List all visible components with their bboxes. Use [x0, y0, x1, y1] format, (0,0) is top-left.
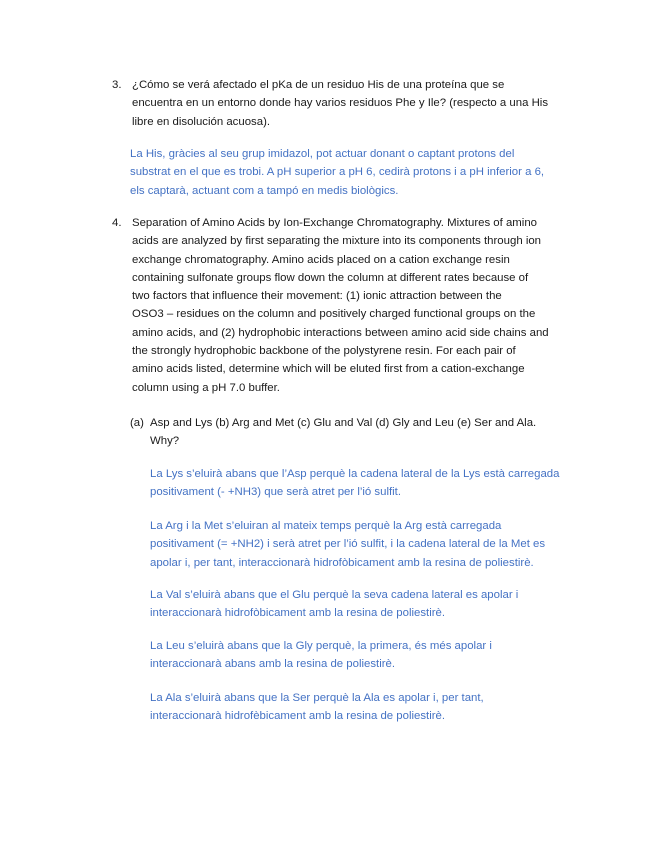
answer-q4-c: La Val s’eluirà abans que el Glu perquè la seva cadena lateral es apolar i interaccionarà hidrofòbicament amb la resina de poliestirè.: [150, 589, 519, 620]
question-text: ¿Cómo se verá afectado el pKa de un residuo His de una proteína que se encuentra en un entorno donde hay varios residuos Phe y Ile? (respecto a una His libre en disolución acuosa).: [132, 79, 549, 128]
question-number: 4.: [112, 217, 122, 229]
answer-q3: La His, gràcies al seu grup imidazol, pot actuar donant o captant protons del substrat en el que es trobi. A pH superior a pH 6, cedirà protons i a pH inferior a 6, els captarà, actuant com a tampó en medis biològics.: [130, 148, 545, 197]
sub-question-text: Asp and Lys (b) Arg and Met (c) Glu and Val (d) Gly and Leu (e) Ser and Ala. Why?: [150, 417, 537, 448]
answer-q4-b: La Arg i la Met s’eluiran al mateix temps perquè la Arg està carregada positivament (= +NH2) i serà atret per l’ió sulfit, i la cadena lateral de la Met es apolar i, per tant, interaccionarà hidrofòbicament amb la resina de poliestirè.: [150, 520, 546, 569]
question-3: [112, 76, 572, 131]
sub-question-a: [130, 414, 570, 451]
question-4: [112, 214, 572, 397]
answer-q4-e: La Ala s’eluirà abans que la Ser perquè la Ala es apolar i, per tant, interaccionarà hidrofèbicament amb la resina de poliestirè.: [150, 692, 484, 723]
answer-q4-d: La Leu s’eluirà abans que la Gly perquè, la primera, és més apolar i interaccionarà abans amb la resina de poliestirè.: [150, 640, 492, 671]
question-text: Separation of Amino Acids by Ion-Exchange Chromatography. Mixtures of amino acids are analyzed by first separating the mixture into its components through ion exchange chromatography. Amino acids placed on a cation exchange resin containing sulfonate groups flow down the column at different rates because of two factors that influence their movement: (1) ionic attraction between the OSO3 – residues on the column and positively charged functional groups on the amino acids, and (2) hydrophobic interactions between amino acid side chains and the strongly hydrophobic backbone of the polystyrene resin. For each pair of amino acids listed, determine which will be eluted first from a cation-exchange column using a pH 7.0 buffer.: [132, 217, 549, 394]
question-number: 3.: [112, 79, 122, 91]
answer-q4-a: La Lys s’eluirà abans que l’Asp perquè la cadena lateral de la Lys està carregada positivament (- +NH3) que serà atret per l’ió sulfit.: [150, 468, 560, 499]
sub-question-label: (a): [130, 417, 144, 429]
